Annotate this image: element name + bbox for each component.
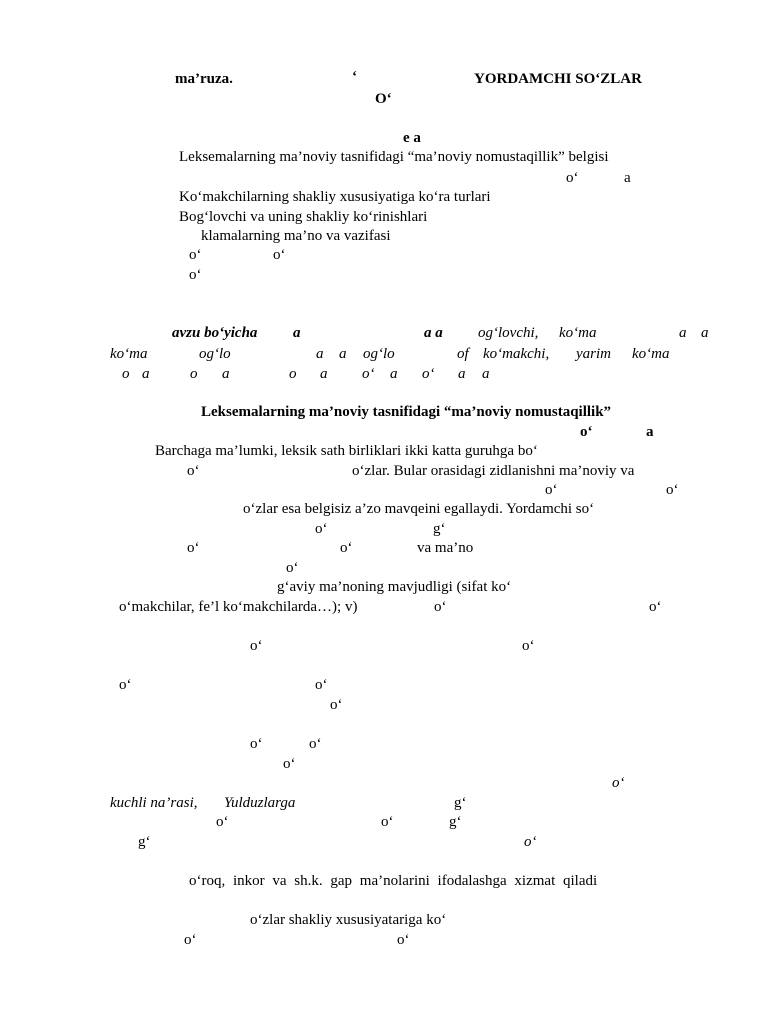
body-line: o‘zlar shakliy xususiyatariga ko‘ [250, 912, 447, 928]
body-line: o‘zlar. Bular orasidagi zidlanishni ma’noviy va [352, 463, 635, 479]
body-fragment: g‘ [454, 795, 467, 811]
lecture-label: ma’ruza. [175, 71, 233, 87]
body-fragment: o‘ [216, 814, 229, 830]
body-fragment: o‘ [666, 482, 679, 498]
body-fragment: o‘ [286, 560, 299, 576]
body-fragment: o‘ [315, 677, 328, 693]
section-heading-fragment: o‘ [580, 424, 593, 440]
body-fragment: g‘ [433, 521, 446, 537]
body-fragment: o‘ [184, 932, 197, 948]
keyword-fragment: a a [424, 325, 443, 341]
keyword: yarim [576, 346, 611, 362]
keyword-fragment: a [222, 366, 230, 382]
body-line: o‘makchilar, fe’l ko‘makchilarda…); v) [119, 599, 358, 615]
plan-item-1-fragment: a [624, 170, 631, 186]
keyword: of [457, 346, 469, 362]
body-line: g‘aviy ma’noning mavjudligi (sifat ko‘ [277, 579, 512, 595]
body-fragment: o‘ [612, 775, 625, 791]
body-fragment: g‘ [449, 814, 462, 830]
keyword: og‘lovchi, [478, 325, 539, 341]
section-heading-fragment: a [646, 424, 654, 440]
keyword-fragment: a [390, 366, 398, 382]
plan-item-6-fragment: o‘ [189, 267, 202, 283]
keyword-fragment: a [701, 325, 709, 341]
keyword: ko‘ma [559, 325, 597, 341]
keyword: ko‘ma [632, 346, 670, 362]
body-fragment: o‘ [283, 756, 296, 772]
body-fragment: o‘ [649, 599, 662, 615]
body-fragment: o‘ [522, 638, 535, 654]
body-fragment: o‘ [434, 599, 447, 615]
keyword: og‘lo [363, 346, 395, 362]
body-fragment: o‘ [397, 932, 410, 948]
example-text: Yulduzlarga [224, 795, 296, 811]
keyword-fragment: a [316, 346, 324, 362]
keyword-fragment: o [190, 366, 198, 382]
body-fragment: o‘ [340, 540, 353, 556]
keyword-fragment: a [339, 346, 347, 362]
keyword-fragment: a [293, 325, 301, 341]
body-fragment: o‘ [250, 638, 263, 654]
body-line: Barchaga ma’lumki, leksik sath birliklari ikki katta guruhga bo‘ [155, 443, 538, 459]
keyword: ko‘ma [110, 346, 148, 362]
body-fragment: o‘ [187, 540, 200, 556]
body-fragment: o‘ [330, 697, 343, 713]
body-line: o‘zlar esa belgisiz a’zo mavqeini egallaydi. Yordamchi so‘ [243, 501, 595, 517]
section-heading: Leksemalarning ma’noviy tasnifidagi “ma’noviy nomustaqillik” [201, 404, 612, 420]
keywords-label: avzu bo‘yicha [172, 325, 258, 341]
keyword-fragment: a [142, 366, 150, 382]
plan-item-5-fragment: o‘ [189, 247, 202, 263]
page-subtitle: O‘ [375, 91, 392, 107]
body-fragment: o‘ [309, 736, 322, 752]
body-fragment: o‘ [545, 482, 558, 498]
plan-heading: e a [403, 130, 421, 146]
body-fragment: o‘ [315, 521, 328, 537]
keyword-fragment: o [122, 366, 130, 382]
body-fragment: o‘ [381, 814, 394, 830]
apostrophe-mark: ‘ [352, 69, 357, 85]
body-fragment: o‘ [119, 677, 132, 693]
body-line: o‘roq, inkor va sh.k. gap ma’nolarini ifodalashga xizmat qiladi [189, 873, 598, 889]
keyword-fragment: o‘ [422, 366, 435, 382]
plan-item-1: Leksemalarning ma’noviy tasnifidagi “ma’noviy nomustaqillik” belgisi [179, 149, 609, 165]
body-fragment: o‘ [250, 736, 263, 752]
plan-item-5-fragment: o‘ [273, 247, 286, 263]
keyword-fragment: a [320, 366, 328, 382]
plan-item-4: klamalarning ma’no va vazifasi [201, 228, 391, 244]
body-fragment: o‘ [187, 463, 200, 479]
page-title: YORDAMCHI SO‘ZLAR [474, 71, 642, 87]
keyword-fragment: a [482, 366, 490, 382]
keyword: ko‘makchi, [483, 346, 550, 362]
plan-item-2: Ko‘makchilarning shakliy xususiyatiga ko‘ra turlari [179, 189, 491, 205]
keyword-fragment: o [289, 366, 297, 382]
body-fragment: va ma’no [417, 540, 474, 556]
body-fragment: g‘ [138, 834, 151, 850]
plan-item-1-fragment: o‘ [566, 170, 579, 186]
keyword-fragment: o‘ [362, 366, 375, 382]
keyword: og‘lo [199, 346, 231, 362]
keyword-fragment: a [458, 366, 466, 382]
keyword-fragment: a [679, 325, 687, 341]
plan-item-3: Bog‘lovchi va uning shakliy ko‘rinishlari [179, 209, 428, 225]
example-text: kuchli na’rasi, [110, 795, 198, 811]
body-fragment: o‘ [524, 834, 537, 850]
